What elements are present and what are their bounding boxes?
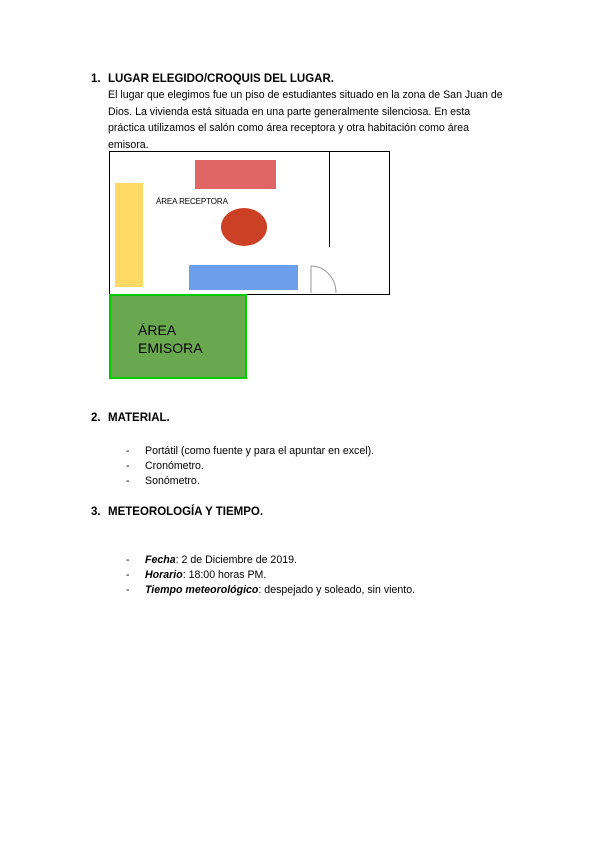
- yellow-furniture-rect: [115, 183, 143, 287]
- section-title: LUGAR ELEGIDO/CROQUIS DEL LUGAR.: [108, 73, 334, 85]
- intro-paragraph: [108, 87, 538, 153]
- section-title: METEOROLOGÍA Y TIEMPO.: [108, 506, 264, 518]
- section-title: MATERIAL.: [108, 412, 170, 424]
- section-number: 2.: [91, 412, 101, 424]
- section-number: 1.: [91, 73, 101, 85]
- section-2-heading: [91, 412, 170, 424]
- weather-value: : 2 de Diciembre de 2019.: [175, 554, 297, 566]
- list-item: - Fecha: 2 de Diciembre de 2019.: [126, 554, 297, 566]
- blue-furniture-rect: [189, 265, 298, 290]
- intro-line: emisora.: [108, 138, 149, 151]
- section-number: 3.: [91, 506, 101, 518]
- intro-line: práctica utilizamos el salón como área receptora y otra habitación como área: [108, 122, 469, 134]
- red-table-circle: [221, 208, 267, 246]
- weather-value: : 18:00 horas PM.: [182, 569, 267, 581]
- section-1-heading: [91, 73, 334, 85]
- weather-label: Fecha: [145, 554, 176, 566]
- emisora-area: [109, 294, 247, 379]
- list-item: - Tiempo meteorológico: despejado y soleado, sin viento.: [126, 584, 416, 596]
- weather-label: Tiempo meteorológico: [145, 584, 259, 596]
- list-item: - Portátil (como fuente y para el apuntar en excel).: [126, 445, 375, 457]
- list-item: - Cronómetro.: [126, 460, 204, 472]
- weather-list: [126, 553, 415, 598]
- intro-line: Dios. La vivienda está situada en una parte generalmente silenciosa. En esta: [108, 105, 471, 118]
- emisora-label-line: ÁREA: [138, 322, 177, 338]
- intro-line: El lugar que elegimos fue un piso de estudiantes situado en la zona de San Juan de: [108, 89, 503, 101]
- weather-label: Horario: [145, 569, 183, 581]
- weather-value: : despejado y soleado, sin viento.: [258, 584, 416, 596]
- list-item: - Sonómetro.: [126, 475, 200, 487]
- door-arc-icon: [310, 265, 337, 295]
- red-furniture-rect: [195, 160, 276, 189]
- emisora-label-line: EMISORA: [138, 340, 203, 356]
- wall-line: [329, 151, 330, 247]
- list-item: - Horario: 18:00 horas PM.: [126, 569, 267, 581]
- receptora-label: ÁREA RECEPTORA: [156, 197, 228, 206]
- section-3-heading: [91, 506, 263, 518]
- floor-plan-sketch: [109, 151, 391, 381]
- materials-list: [126, 444, 374, 489]
